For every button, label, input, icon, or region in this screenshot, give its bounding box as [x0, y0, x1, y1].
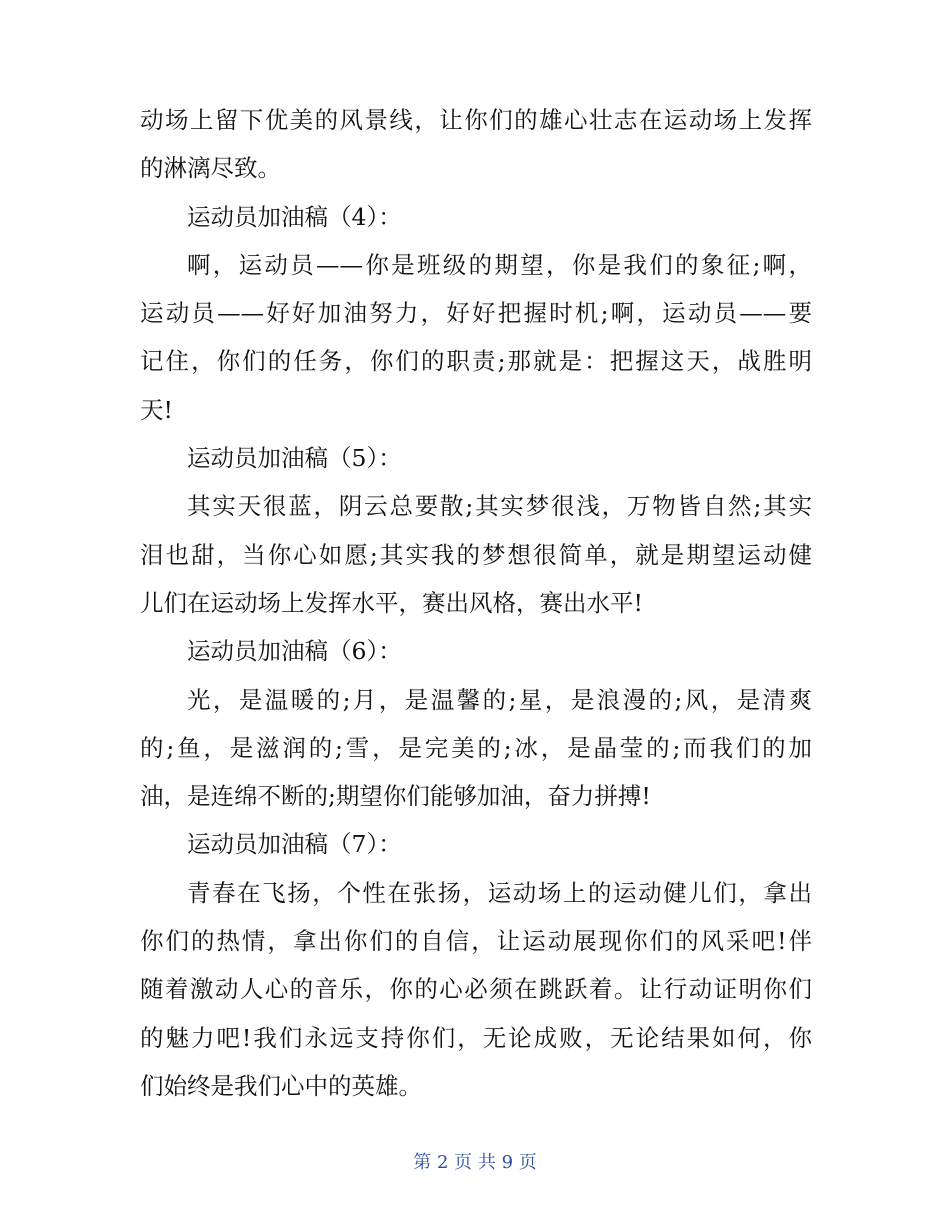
paragraph-line: 青春在飞扬，个性在张扬，运动场上的运动健儿们，拿出: [187, 878, 812, 907]
section-heading: 运动员加油稿（6）：: [187, 637, 402, 666]
section-heading: 运动员加油稿（7）：: [187, 830, 402, 859]
section-heading: 运动员加油稿（5）：: [187, 444, 402, 473]
paragraph-line: 运动员——好好加油努力，好好把握时机;啊，运动员——要: [140, 299, 812, 328]
paragraph-line: 啊，运动员——你是班级的期望，你是我们的象征;啊，: [187, 250, 812, 279]
paragraph-line: 记住，你们的任务，你们的职责;那就是：把握这天，战胜明: [140, 347, 812, 376]
page-number-footer: 第 2 页 共 9 页: [413, 1152, 537, 1173]
paragraph-line: 们始终是我们心中的英雄。: [140, 1071, 422, 1100]
paragraph-line: 动场上留下优美的风景线，让你们的雄心壮志在运动场上发挥: [140, 106, 812, 134]
section-heading: 运动员加油稿（4）：: [187, 202, 402, 231]
paragraph-line: 你们的热情，拿出你们的自信，让运动展现你们的风采吧!伴: [140, 927, 812, 956]
paragraph-line: 的淋漓尽致。: [140, 154, 281, 183]
document-body: [140, 96, 812, 1110]
paragraph-line: 油，是连绵不断的;期望你们能够加油，奋力拼搏!: [140, 782, 651, 811]
paragraph-line: 随着激动人心的音乐，你的心必须在跳跃着。让行动证明你们: [140, 975, 812, 1004]
paragraph-line: 儿们在运动场上发挥水平，赛出风格，赛出水平!: [140, 588, 643, 617]
paragraph-line: 光，是温暖的;月，是温馨的;星，是浪漫的;风，是清爽: [187, 685, 812, 714]
paragraph-line: 天!: [140, 395, 173, 424]
paragraph-line: 的魅力吧!我们永远支持你们，无论成败，无论结果如何，你: [140, 1023, 812, 1052]
paragraph-line: 泪也甜，当你心如愿;其实我的梦想很简单，就是期望运动健: [140, 540, 812, 569]
paragraph-line: 其实天很蓝，阴云总要散;其实梦很浅，万物皆自然;其实: [187, 492, 812, 521]
paragraph-line: 的;鱼，是滋润的;雪，是完美的;冰，是晶莹的;而我们的加: [140, 733, 812, 762]
